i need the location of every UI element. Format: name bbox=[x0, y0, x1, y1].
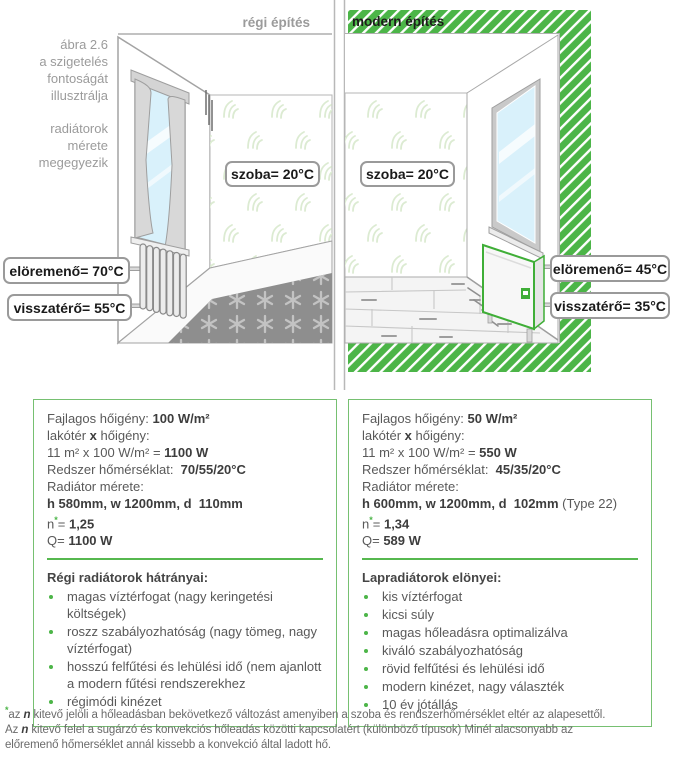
old-construction-header: régi építés bbox=[242, 15, 310, 30]
modern-list-title: Lapradiátorok elönyei: bbox=[362, 570, 502, 586]
text-line: lakótér x hőigény: bbox=[47, 428, 150, 443]
text-line: a szigetelés bbox=[39, 54, 108, 69]
text-line: Redszer hőmérséklat: 45/35/20°C bbox=[362, 462, 561, 477]
modern-advantage-list bbox=[379, 588, 638, 713]
text-line: *az n kitevő jelöli a hőleadásban bekövetkező változást amenyiben a szoba és rendszerhőmérséklet eltér az alapesettől. bbox=[5, 705, 606, 721]
list-item: • kis víztérfogat bbox=[379, 588, 638, 605]
supply-temp-label-modern: elöremenő= 45°C bbox=[550, 255, 670, 282]
text-line: megegyezik bbox=[38, 155, 108, 170]
text-line: illusztrálja bbox=[50, 88, 108, 103]
modern-spec-lines bbox=[362, 410, 638, 549]
panel-divider bbox=[335, 0, 345, 390]
text-line: Radiátor mérete: bbox=[47, 479, 144, 494]
caption-note-lines bbox=[6, 120, 108, 171]
list-item: • roszz szabályozhatóság (nagy tömeg, nagy víztérfogat) bbox=[64, 623, 323, 657]
list-item: • régimódi kinézet bbox=[64, 693, 323, 710]
old-disadvantage-list bbox=[64, 588, 323, 710]
green-divider bbox=[47, 558, 323, 560]
figure-caption bbox=[6, 36, 108, 171]
text-line: Fajlagos hőigény: 100 W/m² bbox=[47, 411, 210, 426]
list-item: • magas hőleadásra optimalizálva bbox=[379, 624, 638, 641]
list-item: • rövid felfűtési és lehülési idő bbox=[379, 660, 638, 677]
text-line: Radiátor mérete: bbox=[362, 479, 459, 494]
list-item: • kiváló szabályozhatóság bbox=[379, 642, 638, 659]
text-line: n*= 1,34 bbox=[362, 515, 410, 532]
text-line: h 600mm, w 1200mm, d 102mm (Type 22) bbox=[362, 496, 618, 511]
list-item: • magas víztérfogat (nagy keringetési költségek) bbox=[64, 588, 323, 622]
modern-radiator-spec-box bbox=[348, 399, 652, 727]
modern-construction-header: modern építés bbox=[352, 14, 445, 29]
footnote bbox=[5, 703, 667, 753]
text-line: radiátorok bbox=[50, 121, 108, 136]
list-item: • kicsi súly bbox=[379, 606, 638, 623]
caption-lines bbox=[6, 36, 108, 104]
list-item: • modern kinézet, nagy választék bbox=[379, 678, 638, 695]
room-temp-label-old: szoba= 20°C bbox=[225, 161, 320, 187]
text-line: ábra 2.6 bbox=[60, 37, 108, 52]
text-line: fontoságát bbox=[47, 71, 108, 86]
green-divider bbox=[362, 558, 638, 560]
modern-window-drawing bbox=[489, 79, 543, 259]
old-spec-lines bbox=[47, 410, 323, 549]
text-line: 11 m² x 100 W/m² = 550 W bbox=[362, 445, 517, 460]
list-item: • hosszú felfűtési és lehülési idő (nem ajanlott a modern fűtési rendszerekhez bbox=[64, 658, 323, 692]
supply-temp-label-old: elöremenő= 70°C bbox=[3, 257, 130, 284]
text-line: Q= 1100 W bbox=[47, 533, 113, 549]
room-temp-label-modern: szoba= 20°C bbox=[360, 161, 455, 187]
old-room-drawing bbox=[118, 34, 332, 343]
list-item: • 10 év jótállás bbox=[379, 696, 638, 713]
text-line: mérete bbox=[67, 138, 108, 153]
text-line: előremenő hőmerséklet annál kissebb a konvekció által ladott hő. bbox=[5, 738, 332, 751]
text-line: Az n kitevő felel a sugárzó és konvekciós hőleadás közötti kapcsolatért (különböző típusok) Minél alacsonyabb az bbox=[5, 723, 573, 736]
text-line: Fajlagos hőigény: 50 W/m² bbox=[362, 411, 518, 426]
text-line: lakótér x hőigény: bbox=[362, 428, 465, 443]
text-line: 11 m² x 100 W/m² = 1100 W bbox=[47, 445, 209, 460]
return-temp-label-modern: visszatérő= 35°C bbox=[550, 292, 670, 319]
text-line: Q= 589 W bbox=[362, 533, 421, 549]
text-line: n*= 1,25 bbox=[47, 515, 95, 532]
old-radiator-spec-box bbox=[33, 399, 337, 727]
text-line: Redszer hőmérséklat: 70/55/20°C bbox=[47, 462, 246, 477]
old-list-title: Régi radiátorok hátrányai: bbox=[47, 570, 209, 586]
spec-boxes-row bbox=[33, 399, 653, 727]
return-temp-label-old: visszatérő= 55°C bbox=[7, 294, 132, 321]
text-line: h 580mm, w 1200mm, d 110mm bbox=[47, 496, 243, 511]
